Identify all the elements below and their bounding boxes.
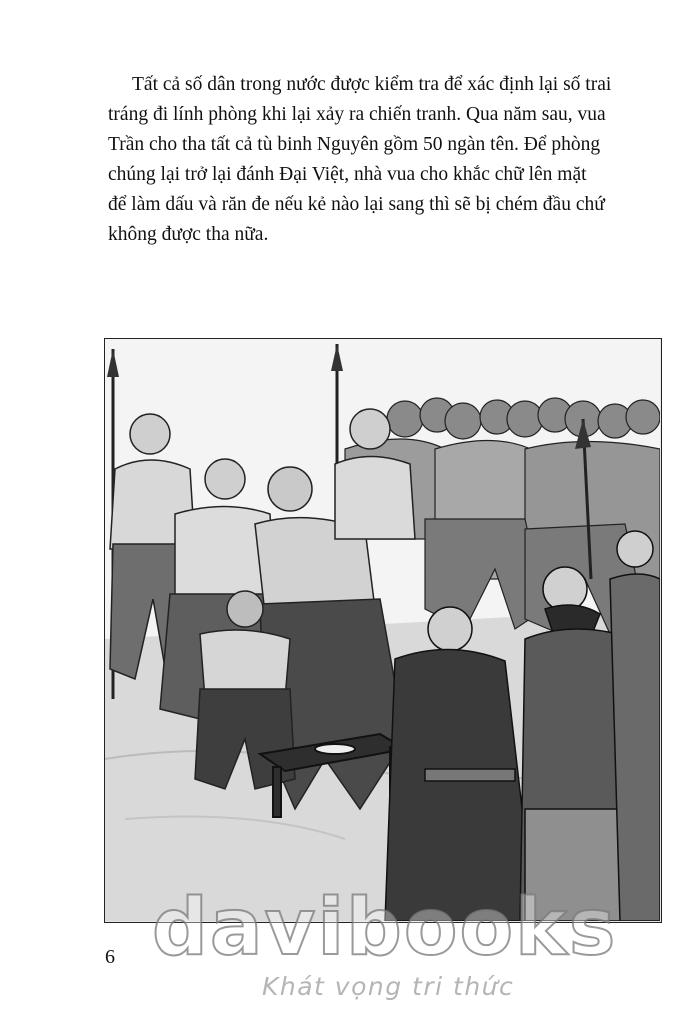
- paragraph-line: không được tha nữa.: [108, 224, 269, 245]
- watermark-brand: davibooks: [152, 883, 618, 973]
- watermark-slogan: Khát vọng tri thức: [262, 972, 515, 1001]
- body-paragraph: [108, 70, 668, 250]
- paragraph-line: Tất cả số dân trong nước được kiểm tra để xác định lại số trai: [132, 74, 612, 95]
- paragraph-line: Trần cho tha tất cả tù binh Nguyên gồm 50 ngàn tên. Để phòng: [108, 134, 601, 155]
- page-number: 6: [105, 946, 115, 968]
- paragraph-line: chúng lại trở lại đánh Đại Việt, nhà vua cho khắc chữ lên mặt: [108, 164, 587, 185]
- paragraph-line: tráng đi lính phòng khi lại xảy ra chiến tranh. Qua năm sau, vua: [108, 104, 606, 125]
- paragraph-line: để làm dấu và răn đe nếu kẻ nào lại sang thì sẽ bị chém đầu chứ: [108, 194, 605, 215]
- illustration: [104, 338, 662, 923]
- illustration-drawing: [105, 339, 660, 921]
